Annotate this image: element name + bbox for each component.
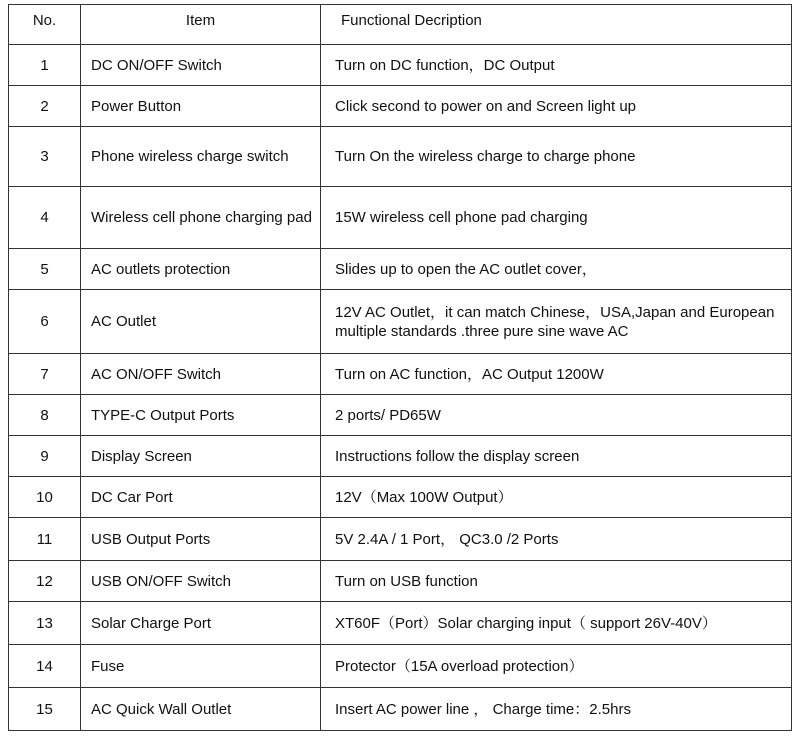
table-row bbox=[9, 561, 792, 602]
table-row bbox=[9, 395, 792, 436]
row-item: Solar Charge Port bbox=[81, 602, 321, 645]
function-table bbox=[8, 4, 792, 731]
row-item: TYPE-C Output Ports bbox=[81, 395, 321, 436]
row-number: 10 bbox=[9, 477, 81, 518]
row-item: AC outlets protection bbox=[81, 249, 321, 290]
row-description: Protector（15A overload protection） bbox=[321, 645, 792, 688]
row-description: Click second to power on and Screen light up bbox=[321, 86, 792, 127]
table-row bbox=[9, 45, 792, 86]
row-number: 2 bbox=[9, 86, 81, 127]
table-row bbox=[9, 602, 792, 645]
row-description: Turn on USB function bbox=[321, 561, 792, 602]
row-description: Turn On the wireless charge to charge phone bbox=[321, 127, 792, 187]
table-row bbox=[9, 518, 792, 561]
row-description: 5V 2.4A / 1 Port， QC3.0 /2 Ports bbox=[321, 518, 792, 561]
row-number: 4 bbox=[9, 187, 81, 249]
row-description: 12V（Max 100W Output） bbox=[321, 477, 792, 518]
row-description: Turn on DC function，DC Output bbox=[321, 45, 792, 86]
table-row bbox=[9, 354, 792, 395]
table-row bbox=[9, 127, 792, 187]
row-description: Slides up to open the AC outlet cover， bbox=[321, 249, 792, 290]
row-description: Turn on AC function，AC Output 1200W bbox=[321, 354, 792, 395]
row-description: XT60F（Port）Solar charging input（ support 26V-40V） bbox=[321, 602, 792, 645]
table-row bbox=[9, 688, 792, 731]
row-number: 6 bbox=[9, 290, 81, 354]
row-item: AC ON/OFF Switch bbox=[81, 354, 321, 395]
row-number: 11 bbox=[9, 518, 81, 561]
row-number: 15 bbox=[9, 688, 81, 731]
table-row bbox=[9, 477, 792, 518]
row-number: 8 bbox=[9, 395, 81, 436]
row-number: 5 bbox=[9, 249, 81, 290]
row-item: DC Car Port bbox=[81, 477, 321, 518]
row-number: 1 bbox=[9, 45, 81, 86]
row-item: USB Output Ports bbox=[81, 518, 321, 561]
table-row bbox=[9, 645, 792, 688]
row-number: 12 bbox=[9, 561, 81, 602]
table-row bbox=[9, 249, 792, 290]
row-item: USB ON/OFF Switch bbox=[81, 561, 321, 602]
row-number: 7 bbox=[9, 354, 81, 395]
table-row bbox=[9, 187, 792, 249]
table-row bbox=[9, 436, 792, 477]
row-description: 15W wireless cell phone pad charging bbox=[321, 187, 792, 249]
table-row bbox=[9, 86, 792, 127]
row-number: 13 bbox=[9, 602, 81, 645]
row-number: 14 bbox=[9, 645, 81, 688]
row-item: DC ON/OFF Switch bbox=[81, 45, 321, 86]
row-item: Power Button bbox=[81, 86, 321, 127]
row-description: 2 ports/ PD65W bbox=[321, 395, 792, 436]
row-number: 3 bbox=[9, 127, 81, 187]
row-number: 9 bbox=[9, 436, 81, 477]
row-item: AC Outlet bbox=[81, 290, 321, 354]
header-item: Item bbox=[81, 5, 321, 45]
row-item: Fuse bbox=[81, 645, 321, 688]
table-row bbox=[9, 290, 792, 354]
row-description: Insert AC power line ， Charge time：2.5hrs bbox=[321, 688, 792, 731]
table-header-row bbox=[9, 5, 792, 45]
header-no: No. bbox=[9, 5, 81, 45]
row-item: Wireless cell phone charging pad bbox=[81, 187, 321, 249]
row-description: Instructions follow the display screen bbox=[321, 436, 792, 477]
row-item: AC Quick Wall Outlet bbox=[81, 688, 321, 731]
row-description: 12V AC Outlet，it can match Chinese，USA,Japan and European multiple standards .three pure sine wave AC bbox=[321, 290, 792, 354]
row-item: Phone wireless charge switch bbox=[81, 127, 321, 187]
row-item: Display Screen bbox=[81, 436, 321, 477]
header-description: Functional Decription bbox=[321, 5, 792, 45]
